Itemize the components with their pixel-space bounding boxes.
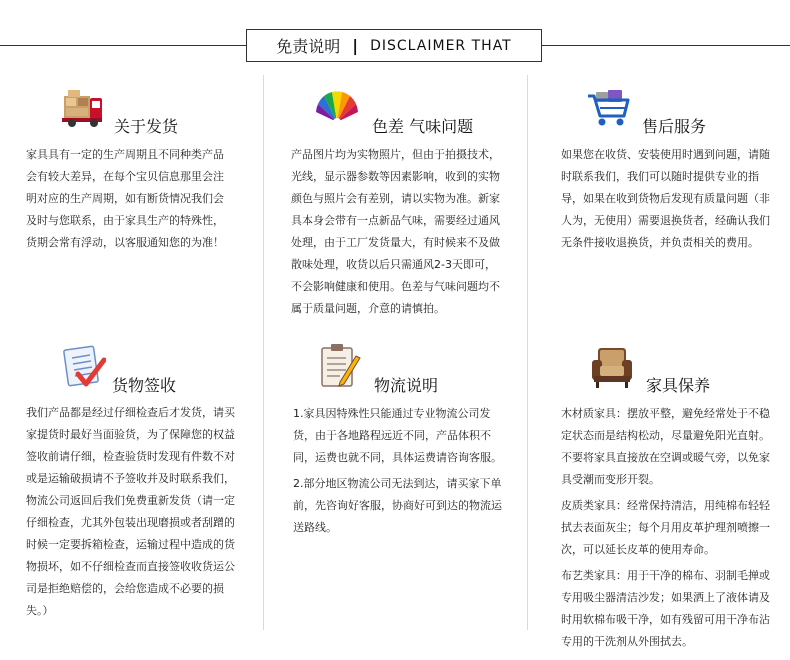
section-title: 关于发货 (114, 117, 179, 136)
header-separator: | (352, 36, 359, 55)
header-line-left (0, 45, 246, 46)
clipboard-pen-icon (318, 342, 362, 392)
section-paragraph: 如果您在收货、安装使用时遇到问题，请随时联系我们，我们可以随时提供专业的指导，如果在收到货物后发现有质量问题（非人为，无使用）需要退换货者，经确认我们无条件接收退换货，并负责相关的费用。 (561, 148, 770, 249)
section-title: 色差 气味问题 (372, 117, 474, 136)
section-body (291, 144, 501, 320)
section-paragraph: 1.家具因特殊性只能通过专业物流公司发货，由于各地路程远近不同，产品体积不同，运费也就不同，具体运费请咨询客服。 (293, 407, 502, 464)
armchair-icon (588, 344, 636, 394)
checklist-icon (60, 344, 106, 394)
section-title: 物流说明 (374, 376, 439, 395)
section-paragraph: 木材质家具：摆放平整，避免经常处于不稳定状态而是结构松动，尽量避免阳光直射。不要将家具直接放在空调或暖气旁，以免家具受潮而变形开裂。 (561, 407, 770, 486)
section-paragraph: 家具具有一定的生产周期且不同种类产品会有较大差异，在每个宝贝信息那里会注明对应的生产周期，如有断货情况我们会及时与您联系，由于家具生产的特殊性，货期会常有浮动，以客服通知您的为准！ (26, 148, 224, 249)
section-body (561, 144, 771, 254)
section-paragraph: 我们产品都是经过仔细检查后才发货，请买家提货时最好当面验货，为了保障您的权益签收前请仔细，检查验货时发现有件数不对或是运输破损请不予签收并及时联系我们，物流公司返回后我们免费重新发货（请一定仔细检查，尤其外包装出现磨损或者刮蹭的时候一定要拆箱检查，运输过程中造成的货物损坏，如不仔细检查而直接签收收货运公司是拒绝赔偿的，会给您造成不必要的损失。） (26, 406, 235, 617)
section-title: 家具保养 (646, 376, 711, 395)
shopping-cart-icon (586, 88, 632, 132)
section-paragraph: 皮质类家具：经常保持清洁，用纯棉布轻轻拭去表面灰尘；每个月用皮革护理剂喷擦一次，可以延长皮革的使用寿命。 (561, 499, 770, 556)
section-body (293, 403, 505, 539)
column-divider (527, 75, 528, 630)
section-body (561, 403, 773, 653)
section-paragraph: 布艺类家具：用于干净的棉布、羽制毛掸或专用吸尘器清洁沙发；如果洒上了液体请及时用软棉布吸干净，如有残留可用干净布沾专用的干洗剂从外围拭去。 (561, 569, 770, 648)
section-paragraph: 产品图片均为实物照片，但由于拍摄技术，光线，显示器参数等因素影响，收到的实物颜色与照片会有差别，请以实物为准。新家具本身会带有一点新品气味，需要经过通风处理，由于工厂发货量大，有时候来不及做散味处理，收货以后只需通风2-3天即可，不会影响健康和使用。色差与气味问题均不属于质量问题，介意的请慎拍。 (291, 148, 500, 315)
header-title-en: DISCLAIMER THAT (370, 37, 512, 54)
column-divider (263, 75, 264, 630)
section-body (26, 402, 238, 622)
section-title: 售后服务 (642, 117, 707, 136)
section-title: 货物签收 (112, 376, 177, 395)
section-body (26, 144, 234, 254)
section-paragraph: 2.部分地区物流公司无法到达，请买家下单前，先咨询好客服，协商好可到达的物流运送路线。 (293, 477, 502, 534)
header-title-cn: 免责说明 (276, 37, 341, 56)
header-line-right (542, 45, 790, 46)
color-palette-icon (314, 88, 360, 132)
disclaimer-header (246, 29, 542, 62)
delivery-truck-icon (60, 84, 104, 132)
